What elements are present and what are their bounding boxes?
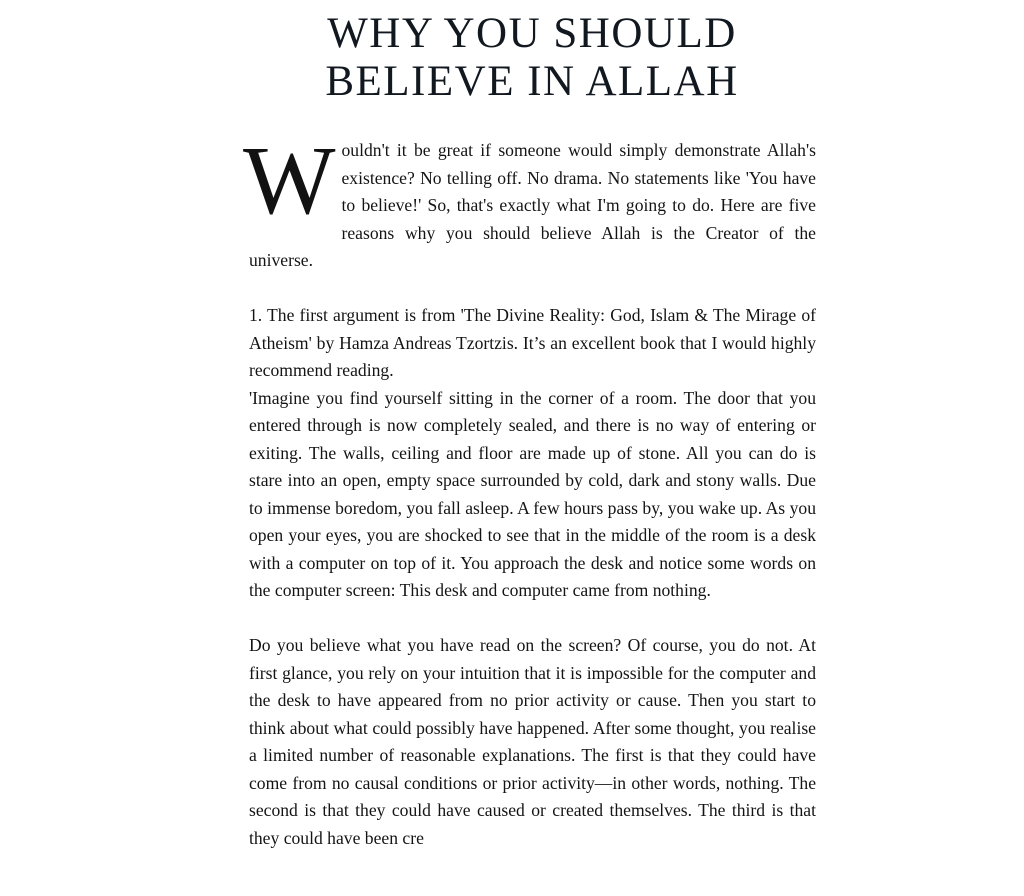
body-text xyxy=(243,127,816,852)
intro-paragraph xyxy=(243,127,816,275)
title-line-1: WHY YOU SHOULD xyxy=(327,10,737,57)
intro-text: ouldn't it be great if someone would simply demonstrate Allah's existence? No telling off. No drama. No statements like 'You have to believe!' So, that's exactly what I'm going to do. Here are five reasons why you should believe Allah is the Creator of the universe. xyxy=(249,140,816,270)
page-title xyxy=(0,10,1024,106)
argument-1-intro: 1. The first argument is from 'The Divine Reality: God, Islam & The Mirage of Atheism' by Hamza Andreas Tzortzis. It’s an excellent book that I would highly recommend reading. xyxy=(249,305,816,380)
title-line-2: BELIEVE IN ALLAH xyxy=(325,58,739,105)
drop-cap: W xyxy=(243,127,336,235)
argument-1-quote: 'Imagine you find yourself sitting in the corner of a room. The door that you entered through is now completely sealed, and there is no way of entering or exiting. The walls, ceiling and floor are made up of stone. All you can do is stare into an open, empty space surrounded by cold, dark and stony walls. Due to immense boredom, you fall asleep. A few hours pass by, you wake up. As you open your eyes, you are shocked to see that in the middle of the room is a desk with a computer on top of it. You approach the desk and notice some words on the computer screen: This desk and computer came from nothing. xyxy=(249,387,816,600)
paragraph-3: Do you believe what you have read on the screen? Of course, you do not. At first glance, you rely on your intuition that it is impossible for the computer and the desk to have appeared from no prior activity or cause. Then you start to think about what could possibly have happened. After some thought, you realise a limited number of reasonable explanations. The first is that they could have come from no causal conditions or prior activity—in other words, nothing. The second is that they could have caused or created themselves. The third is that they could have been cre xyxy=(249,635,816,848)
